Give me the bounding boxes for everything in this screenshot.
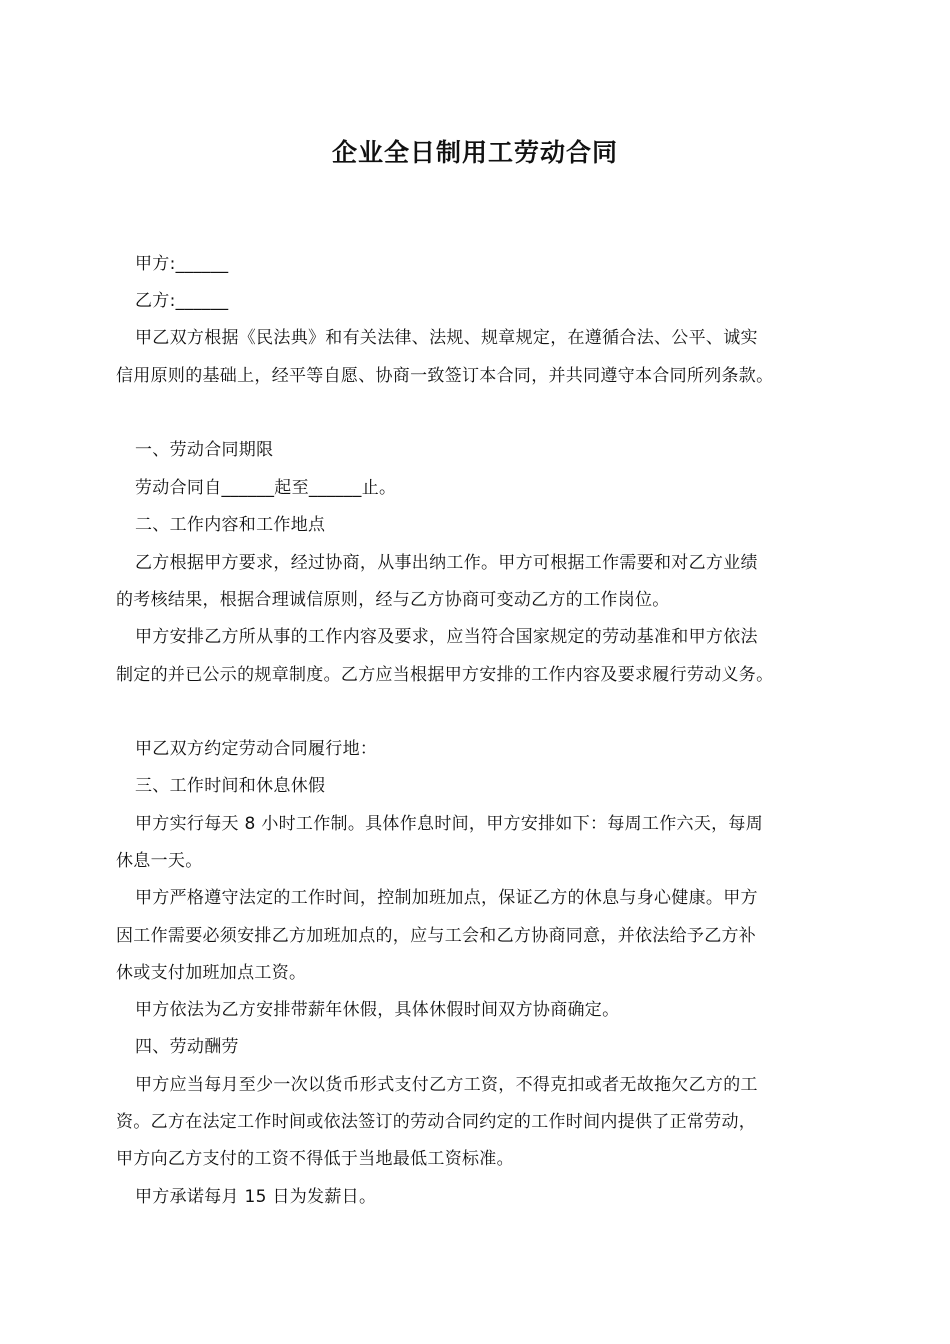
overtime-line-1: 甲方严格遵守法定的工作时间，控制加班加点，保证乙方的休息与身心健康。甲方 xyxy=(135,888,758,908)
work-hours-line-1: 甲方实行每天 8 小时工作制。具体作息时间，甲方安排如下：每周工作六天，每周 xyxy=(135,814,764,834)
section-4-heading: 四、劳动酬劳 xyxy=(135,1037,239,1057)
party-b-line: 乙方:______ xyxy=(135,291,229,311)
annual-leave-line: 甲方依法为乙方安排带薪年休假，具体休假时间双方协商确定。 xyxy=(135,1000,620,1020)
job-requirements-line-2: 制定的并已公示的规章制度。乙方应当根据甲方安排的工作内容及要求履行劳动义务。 xyxy=(116,665,774,685)
wages-line-2: 资。乙方在法定工作时间或依法签订的劳动合同约定的工作时间内提供了正常劳动， xyxy=(116,1112,757,1132)
overtime-line-2: 因工作需要必须安排乙方加班加点的，应与工会和乙方协商同意，并依法给予乙方补 xyxy=(116,926,757,946)
payday-line: 甲方承诺每月 15 日为发薪日。 xyxy=(135,1187,377,1207)
work-location-line: 甲乙双方约定劳动合同履行地： xyxy=(135,739,378,759)
job-content-line-2: 的考核结果，根据合理诚信原则，经与乙方协商可变动乙方的工作岗位。 xyxy=(116,590,670,610)
preamble-line-2: 信用原则的基础上，经平等自愿、协商一致签订本合同，并共同遵守本合同所列条款。 xyxy=(116,366,774,386)
section-1-heading: 一、劳动合同期限 xyxy=(135,440,274,460)
job-content-line-1: 乙方根据甲方要求，经过协商，从事出纳工作。甲方可根据工作需要和对乙方业绩 xyxy=(135,553,758,573)
contract-term-line: 劳动合同自______起至______止。 xyxy=(135,478,397,498)
section-2-heading: 二、工作内容和工作地点 xyxy=(135,515,326,535)
party-a-line: 甲方:______ xyxy=(135,254,229,274)
section-3-heading: 三、工作时间和休息休假 xyxy=(135,776,326,796)
preamble-line-1: 甲乙双方根据《民法典》和有关法律、法规、规章规定，在遵循合法、公平、诚实 xyxy=(135,328,758,348)
wages-line-1: 甲方应当每月至少一次以货币形式支付乙方工资，不得克扣或者无故拖欠乙方的工 xyxy=(135,1075,758,1095)
document-title: 企业全日制用工劳动合同 xyxy=(331,138,618,167)
wages-line-3: 甲方向乙方支付的工资不得低于当地最低工资标准。 xyxy=(116,1149,514,1169)
work-hours-line-2: 休息一天。 xyxy=(116,851,203,871)
job-requirements-line-1: 甲方安排乙方所从事的工作内容及要求，应当符合国家规定的劳动基准和甲方依法 xyxy=(135,627,758,647)
overtime-line-3: 休或支付加班加点工资。 xyxy=(116,963,307,983)
